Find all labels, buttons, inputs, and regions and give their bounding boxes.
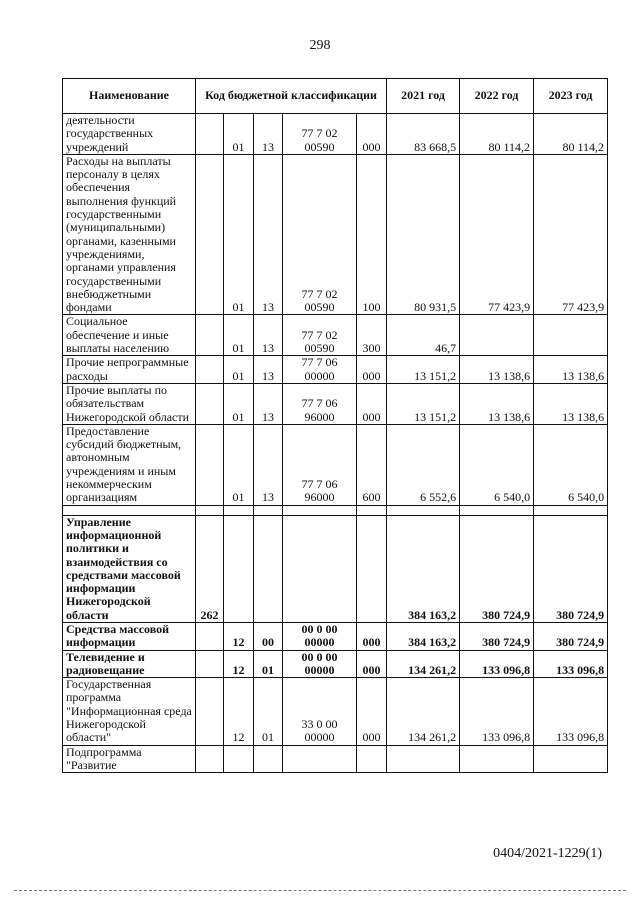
- spacer-cell: [387, 505, 460, 515]
- code-pr: [254, 745, 283, 773]
- row-name: Управление информационной политики и взаимодействия со средствами массовой информации Нижегородской области: [63, 515, 196, 622]
- code-rz: 01: [224, 424, 254, 505]
- value-2021: 134 261,2: [387, 650, 460, 678]
- code-rz: [224, 745, 254, 773]
- table-row: [63, 745, 608, 773]
- code-ved: 262: [196, 515, 224, 622]
- value-2021: 384 163,2: [387, 622, 460, 650]
- code-ved: [196, 114, 224, 155]
- value-2022: [460, 315, 534, 356]
- code-csr: 77 7 06 96000: [283, 424, 357, 505]
- table-row: [63, 383, 608, 424]
- row-name: Средства массовой информации: [63, 622, 196, 650]
- value-2023: 77 423,9: [534, 154, 608, 315]
- code-pr: 13: [254, 154, 283, 315]
- code-pr: 13: [254, 424, 283, 505]
- value-2023: 380 724,9: [534, 515, 608, 622]
- code-csr: 77 7 06 96000: [283, 383, 357, 424]
- value-2021: 13 151,2: [387, 356, 460, 384]
- code-rz: 01: [224, 315, 254, 356]
- spacer-row: [63, 505, 608, 515]
- value-2023: 13 138,6: [534, 383, 608, 424]
- code-csr: 33 0 00 00000: [283, 678, 357, 745]
- code-ved: [196, 315, 224, 356]
- value-2023: 380 724,9: [534, 622, 608, 650]
- row-name: Социальное обеспечение и иные выплаты населению: [63, 315, 196, 356]
- code-ved: [196, 383, 224, 424]
- code-pr: [254, 515, 283, 622]
- row-name: деятельности государственных учреждений: [63, 114, 196, 155]
- code-csr: 00 0 00 00000: [283, 650, 357, 678]
- code-rz: 01: [224, 383, 254, 424]
- value-2023: [534, 315, 608, 356]
- code-vr: 000: [357, 678, 387, 745]
- code-vr: 000: [357, 114, 387, 155]
- header-2023: 2023 год: [534, 79, 608, 114]
- value-2023: 133 096,8: [534, 650, 608, 678]
- code-csr: 77 7 06 00000: [283, 356, 357, 384]
- code-rz: 01: [224, 154, 254, 315]
- code-vr: 600: [357, 424, 387, 505]
- value-2023: 80 114,2: [534, 114, 608, 155]
- table-row: [63, 114, 608, 155]
- code-rz: [224, 515, 254, 622]
- value-2023: 6 540,0: [534, 424, 608, 505]
- code-ved: [196, 745, 224, 773]
- value-2021: 134 261,2: [387, 678, 460, 745]
- code-vr: 300: [357, 315, 387, 356]
- code-vr: 000: [357, 622, 387, 650]
- code-rz: 01: [224, 114, 254, 155]
- table-row: [63, 515, 608, 622]
- code-rz: 12: [224, 622, 254, 650]
- spacer-cell: [534, 505, 608, 515]
- table-row: [63, 315, 608, 356]
- value-2022: 380 724,9: [460, 622, 534, 650]
- spacer-cell: [196, 505, 224, 515]
- code-vr: [357, 745, 387, 773]
- value-2021: 80 931,5: [387, 154, 460, 315]
- value-2022: 133 096,8: [460, 678, 534, 745]
- code-ved: [196, 650, 224, 678]
- value-2021: [387, 745, 460, 773]
- row-name: Телевидение и радиовещание: [63, 650, 196, 678]
- code-pr: 13: [254, 114, 283, 155]
- code-ved: [196, 356, 224, 384]
- row-name: Подпрограмма "Развитие: [63, 745, 196, 773]
- table-row: [63, 622, 608, 650]
- header-2022: 2022 год: [460, 79, 534, 114]
- spacer-cell: [254, 505, 283, 515]
- code-csr: [283, 745, 357, 773]
- value-2023: 133 096,8: [534, 678, 608, 745]
- value-2022: 13 138,6: [460, 383, 534, 424]
- spacer-cell: [460, 505, 534, 515]
- code-ved: [196, 154, 224, 315]
- value-2022: 13 138,6: [460, 356, 534, 384]
- value-2022: 77 423,9: [460, 154, 534, 315]
- page-number: 298: [309, 38, 331, 53]
- row-name: Прочие непрограммные расходы: [63, 356, 196, 384]
- code-vr: 000: [357, 650, 387, 678]
- row-name: Государственная программа "Информационная среда Нижегородской области": [63, 678, 196, 745]
- code-pr: 01: [254, 650, 283, 678]
- code-vr: 100: [357, 154, 387, 315]
- value-2021: 83 668,5: [387, 114, 460, 155]
- row-name: Предоставление субсидий бюджетным, автономным учреждениям и иным некоммерческим организациям: [63, 424, 196, 505]
- bottom-rule: [14, 890, 626, 891]
- code-rz: 01: [224, 356, 254, 384]
- code-pr: 00: [254, 622, 283, 650]
- code-pr: 13: [254, 315, 283, 356]
- table-row: [63, 650, 608, 678]
- code-csr: [283, 515, 357, 622]
- spacer-cell: [63, 505, 196, 515]
- code-csr: 77 7 02 00590: [283, 154, 357, 315]
- code-pr: 13: [254, 383, 283, 424]
- spacer-cell: [224, 505, 254, 515]
- code-pr: 13: [254, 356, 283, 384]
- code-rz: 12: [224, 650, 254, 678]
- value-2022: 80 114,2: [460, 114, 534, 155]
- value-2023: [534, 745, 608, 773]
- spacer-cell: [283, 505, 357, 515]
- row-name: Расходы на выплаты персоналу в целях обеспечения выполнения функций государственными (муниципальными) органами, казенными учреждениями, органами управления государственными внебюджетными фондами: [63, 154, 196, 315]
- code-rz: 12: [224, 678, 254, 745]
- value-2022: [460, 745, 534, 773]
- value-2022: 133 096,8: [460, 650, 534, 678]
- header-2021: 2021 год: [387, 79, 460, 114]
- code-ved: [196, 622, 224, 650]
- code-ved: [196, 678, 224, 745]
- code-ved: [196, 424, 224, 505]
- table-row: [63, 424, 608, 505]
- value-2021: 13 151,2: [387, 383, 460, 424]
- header-name: Наименование: [63, 79, 196, 114]
- code-vr: [357, 515, 387, 622]
- row-name: Прочие выплаты по обязательствам Нижегородской области: [63, 383, 196, 424]
- value-2021: 46,7: [387, 315, 460, 356]
- header-code: Код бюджетной классификации: [196, 79, 387, 114]
- table-row: [63, 356, 608, 384]
- value-2021: 6 552,6: [387, 424, 460, 505]
- spacer-cell: [357, 505, 387, 515]
- table-row: [63, 154, 608, 315]
- code-csr: 00 0 00 00000: [283, 622, 357, 650]
- code-pr: 01: [254, 678, 283, 745]
- value-2022: 6 540,0: [460, 424, 534, 505]
- value-2021: 384 163,2: [387, 515, 460, 622]
- code-csr: 77 7 02 00590: [283, 315, 357, 356]
- table-row: [63, 678, 608, 745]
- code-vr: 000: [357, 383, 387, 424]
- code-vr: 000: [357, 356, 387, 384]
- budget-table: [62, 78, 608, 773]
- code-csr: 77 7 02 00590: [283, 114, 357, 155]
- table-header-row: [63, 79, 608, 114]
- document-code: 0404/2021-1229(1): [493, 846, 602, 861]
- value-2022: 380 724,9: [460, 515, 534, 622]
- value-2023: 13 138,6: [534, 356, 608, 384]
